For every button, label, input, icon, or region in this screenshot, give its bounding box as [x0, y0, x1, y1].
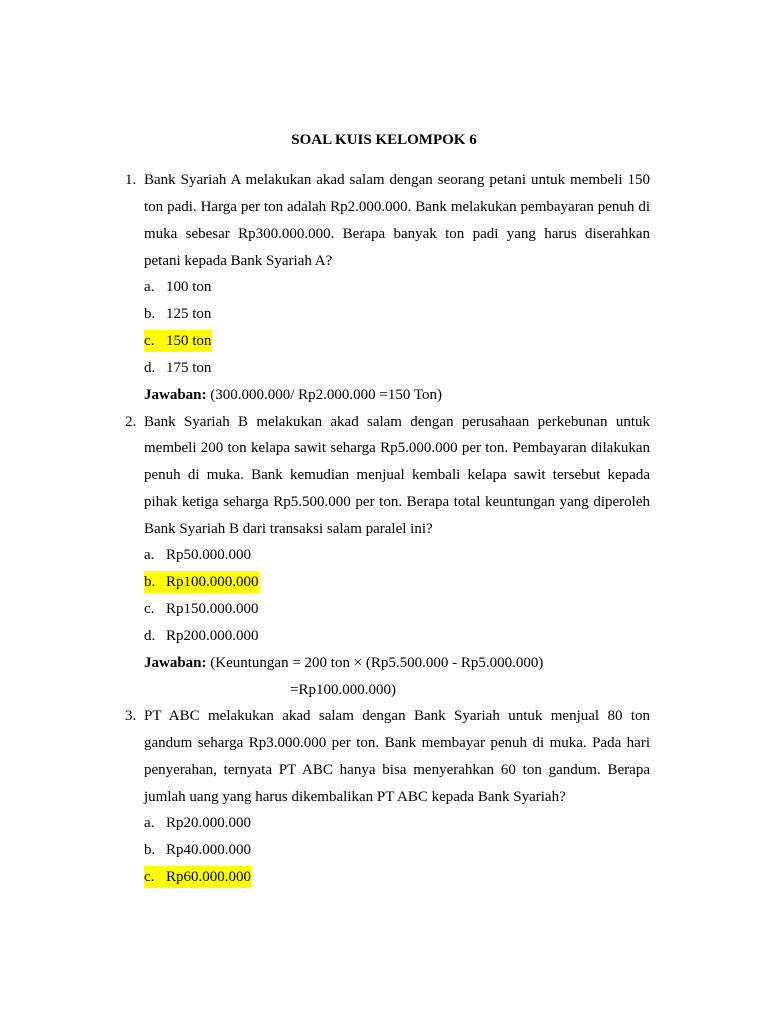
question-text-line: penuh di muka. Bank kemudian menjual kembali kelapa sawit tersebut kepada — [144, 467, 650, 483]
question-text-line: ton padi. Harga per ton adalah Rp2.000.000. Bank melakukan pembayaran penuh di — [144, 199, 650, 215]
question-text-line: petani kepada Bank Syariah A? — [144, 253, 333, 269]
question-text-line: gandum seharga Rp3.000.000 per ton. Bank membayar penuh di muka. Pada hari — [144, 735, 650, 751]
option-letter: b. — [144, 842, 156, 858]
question-number: 2. — [125, 414, 137, 430]
question-text-line: Bank Syariah A melakukan akad salam dengan seorang petani untuk membeli 150 — [144, 172, 650, 188]
answer-label: Jawaban: — [144, 655, 207, 671]
option-text: Rp50.000.000 — [166, 547, 252, 563]
question-number: 1. — [125, 172, 137, 188]
option-text: Rp100.000.000 — [166, 574, 259, 590]
option-c-highlighted — [144, 330, 211, 352]
option-text: 175 ton — [166, 360, 212, 376]
answer-text: (300.000.000/ Rp2.000.000 =150 Ton) — [210, 387, 442, 403]
option-text: 125 ton — [166, 306, 212, 322]
option-letter: c. — [144, 601, 155, 617]
option-text: Rp60.000.000 — [166, 869, 252, 885]
question-text-line: penyerahan, ternyata PT ABC hanya bisa menyerahkan 60 ton gandum. Berapa — [144, 762, 650, 778]
option-b — [144, 303, 211, 325]
question-text-line: jumlah uang yang harus dikembalikan PT ABC kepada Bank Syariah? — [144, 789, 566, 805]
option-text: 100 ton — [166, 279, 212, 295]
document-title: SOAL KUIS KELOMPOK 6 — [291, 132, 477, 148]
option-a — [144, 544, 251, 566]
option-letter: b. — [144, 306, 156, 322]
option-d — [144, 625, 259, 647]
option-c — [144, 598, 259, 620]
question-text-line: muka sebesar Rp300.000.000. Berapa banyak ton padi yang harus diserahkan — [144, 226, 650, 242]
option-letter: c. — [144, 869, 155, 885]
option-letter: a. — [144, 279, 155, 295]
option-a — [144, 812, 251, 834]
question-number: 3. — [125, 708, 137, 724]
answer-line — [144, 384, 442, 406]
question-text-line: PT ABC melakukan akad salam dengan Bank Syariah untuk menjual 80 ton — [144, 708, 650, 724]
option-text: Rp40.000.000 — [166, 842, 252, 858]
option-letter: d. — [144, 628, 156, 644]
option-text: Rp200.000.000 — [166, 628, 259, 644]
option-letter: b. — [144, 574, 156, 590]
question-text-line: pihak ketiga seharga Rp5.500.000 per ton. Berapa total keuntungan yang diperoleh — [144, 494, 650, 510]
question-text-line: Bank Syariah B melakukan akad salam dengan perusahaan perkebunan untuk — [144, 414, 650, 430]
answer-text-continuation: =Rp100.000.000) — [290, 682, 396, 698]
question-text-line: Bank Syariah B dari transaksi salam paralel ini? — [144, 521, 433, 537]
option-c-highlighted — [144, 866, 251, 888]
option-d — [144, 357, 211, 379]
option-text: Rp150.000.000 — [166, 601, 259, 617]
option-letter: d. — [144, 360, 156, 376]
option-b — [144, 839, 251, 861]
answer-text: (Keuntungan = 200 ton × (Rp5.500.000 - Rp5.000.000) — [210, 655, 544, 671]
option-text: 150 ton — [166, 333, 212, 349]
option-b-highlighted — [144, 571, 259, 593]
answer-label: Jawaban: — [144, 387, 207, 403]
question-text-line: membeli 200 ton kelapa sawit seharga Rp5.000.000 per ton. Pembayaran dilakukan — [144, 440, 650, 456]
option-text: Rp20.000.000 — [166, 815, 252, 831]
option-letter: a. — [144, 815, 155, 831]
answer-line — [144, 652, 543, 674]
option-a — [144, 276, 211, 298]
option-letter: c. — [144, 333, 155, 349]
option-letter: a. — [144, 547, 155, 563]
